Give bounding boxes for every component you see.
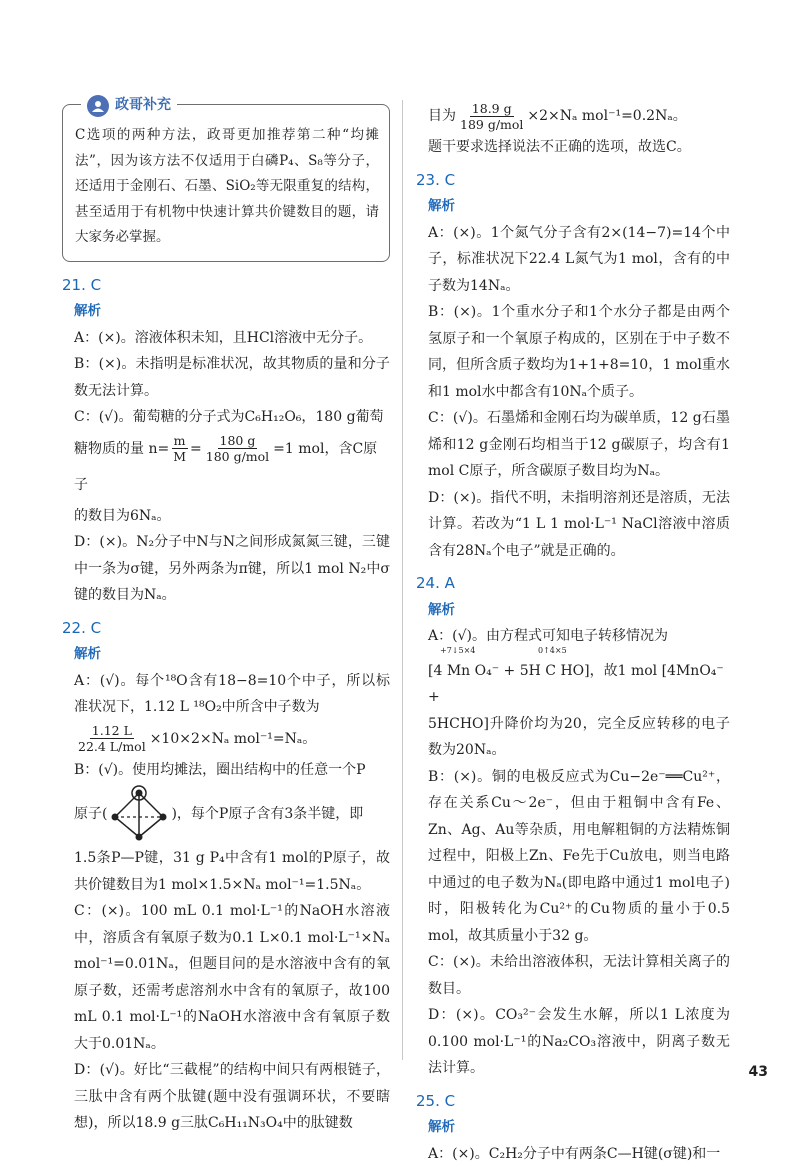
q22-option-c: C：(×)。100 mL 0.1 mol·L⁻¹的NaOH水溶液中，溶质含有氧原子数为0.1 L×0.1 mol·L⁻¹×Nₐ mol⁻¹=0.01Nₐ，但题目问的是水溶液中含有的氧原子数，还需考虑溶剂水中含有的氧原子，故100 mL 0.1 mol·L⁻¹的NaOH水溶液中含有氧原子数大于0.01Nₐ。 [74,898,390,1057]
q25-option-a: A：(×)。C₂H₂分子中有两条C—H键(σ键)和一 [428,1141,730,1167]
q23-option-b: B：(×)。1个重水分子和1个水分子都是由两个氢原子和一个氧原子构成的，区别在于中子数不同，但所含质子数均为1+1+8=10，1 mol重水和1 mol水中都含有10Nₐ个质子。 [428,299,730,405]
q21-analysis-label: 解析 [74,298,390,325]
left-column [62,100,390,1137]
q22-option-b-line1: B：(√)。使用均摊法，圈出结构中的任意一个P [74,757,390,784]
q24-option-a-line1: A：(√)。由方程式可知电子转移情况为 [428,623,730,650]
supplement-box-title: 政哥补充 [81,93,177,119]
column-divider [402,100,403,1060]
q21-option-b: B：(×)。未指明是标准状况，故其物质的量和分子数无法计算。 [74,351,390,404]
right-column [416,100,730,1167]
q23-option-d: D：(×)。指代不明，未指明溶剂还是溶质，无法计算。若改为“1 L 1 mol·L⁻¹ NaCl溶液中溶质含有28Nₐ个电子”就是正确的。 [428,485,730,565]
q22-option-b-structure-line: 原子( )，每个P原子含有3条半键，即 [74,783,390,845]
p4-tetrahedron-icon [107,785,171,843]
q22-option-d-formula: 目为 $\frac{18.9 g}{\text{189 g/mol}}$ ×2×Nₐ mol⁻¹=0.2Nₐ。 [416,98,730,134]
question-22-number: 22. C [62,615,390,642]
supplement-box [62,104,390,262]
q22-option-a-formula: $\frac{1.12 L}{\text{22.4 L/mol}}$ ×10×2×Nₐ mol⁻¹=Nₐ。 [74,721,390,757]
q24-label-mn: +7↓5×4 [440,646,475,656]
q21-option-c-formula: 糖物质的量 n= $\frac{m}{M}$ = $\frac{180 g}{\text{180 g/mol}}$ =1 mol，含C原子 [74,431,390,503]
question-25-number: 25. C [416,1088,730,1115]
q21-option-a: A：(×)。溶液体积未知，且HCl溶液中无分子。 [74,325,390,352]
question-21-number: 21. C [62,272,390,299]
page-number: 43 [749,1064,768,1080]
q21-option-d: D：(×)。N₂分子中N与N之间形成氮氮三键，三键中一条为σ键，另外两条为π键，所以1 mol N₂中σ键的数目为Nₐ。 [74,529,390,609]
q24-analysis-label: 解析 [428,597,730,624]
question-24-number: 24. A [416,570,730,597]
q22-analysis-label: 解析 [74,641,390,668]
q22-option-a: A：(√)。每个¹⁸O含有18−8=10个中子，所以标准状况下，1.12 L ¹⁸O₂中所含中子数为 [74,668,390,721]
q24-electron-transfer: +7↓5×4 0↑4×5 [4 Mn O₄⁻ + 5H C HO]，故1 mol [4MnO₄⁻ + [428,650,730,711]
q24-label-c: 0↑4×5 [538,646,567,656]
q22-option-d: D：(√)。好比“三截棍”的结构中间只有两根链子，三肽中含有两个肽键(题中没有强调环状，不要瞎想)，所以18.9 g三肽C₆H₁₁N₃O₄中的肽键数 [74,1057,390,1137]
q23-option-a: A：(×)。1个氮气分子含有2×(14−7)=14个中子，标准状况下22.4 L氮气为1 mol，含有的中子数为14Nₐ。 [428,220,730,300]
q25-analysis-label: 解析 [428,1114,730,1141]
q22-option-b-line3: 1.5条P—P键，31 g P₄中含有1 mol的P原子，故共价键数目为1 mol×1.5×Nₐ mol⁻¹=1.5Nₐ。 [74,845,390,898]
q23-option-c: C：(√)。石墨烯和金刚石均为碳单质，12 g石墨烯和12 g金刚石均相当于12 g碳原子，均含有1 mol C原子，所含碳原子数目均为Nₐ。 [428,405,730,485]
q24-option-d: D：(×)。CO₃²⁻会发生水解，所以1 L浓度为0.100 mol·L⁻¹的Na₂CO₃溶液中，阴离子数无法计算。 [428,1002,730,1082]
supplement-text: C选项的两种方法，政哥更加推荐第二种“均摊法”，因为该方法不仅适用于白磷P₄、S₈等分子，还适用于金刚石、石墨、SiO₂等无限重复的结构，甚至适用于有机物中快速计算共价键数目的题，请大家务必掌握。 [75,123,379,251]
teacher-icon [87,95,109,117]
q24-option-c: C：(×)。未给出溶液体积，无法计算相关离子的数目。 [428,949,730,1002]
q23-analysis-label: 解析 [428,193,730,220]
q24-option-b: B：(×)。铜的电极反应式为Cu−2e⁻══Cu²⁺，存在关系Cu～2e⁻，但由于粗铜中含有Fe、Zn、Ag、Au等杂质，用电解粗铜的方法精炼铜过程中，阳极上Zn、Fe先于Cu放电，则当电路中通过的电子数为Nₐ(即电路中通过1 mol电子)时，阳极转化为Cu²⁺的Cu物质的量小于0.5 mol，故其质量小于32 g。 [428,764,730,950]
q22-conclusion: 题干要求选择说法不正确的选项，故选C。 [416,134,730,161]
q24-option-a-line3: 5HCHO]升降价均为20，完全反应转移的电子数为20Nₐ。 [428,711,730,764]
question-23-number: 23. C [416,167,730,194]
q21-option-c-line1: C：(√)。葡萄糖的分子式为C₆H₁₂O₆，180 g葡萄 [74,404,390,431]
q21-option-c-line3: 的数目为6Nₐ。 [74,503,390,530]
